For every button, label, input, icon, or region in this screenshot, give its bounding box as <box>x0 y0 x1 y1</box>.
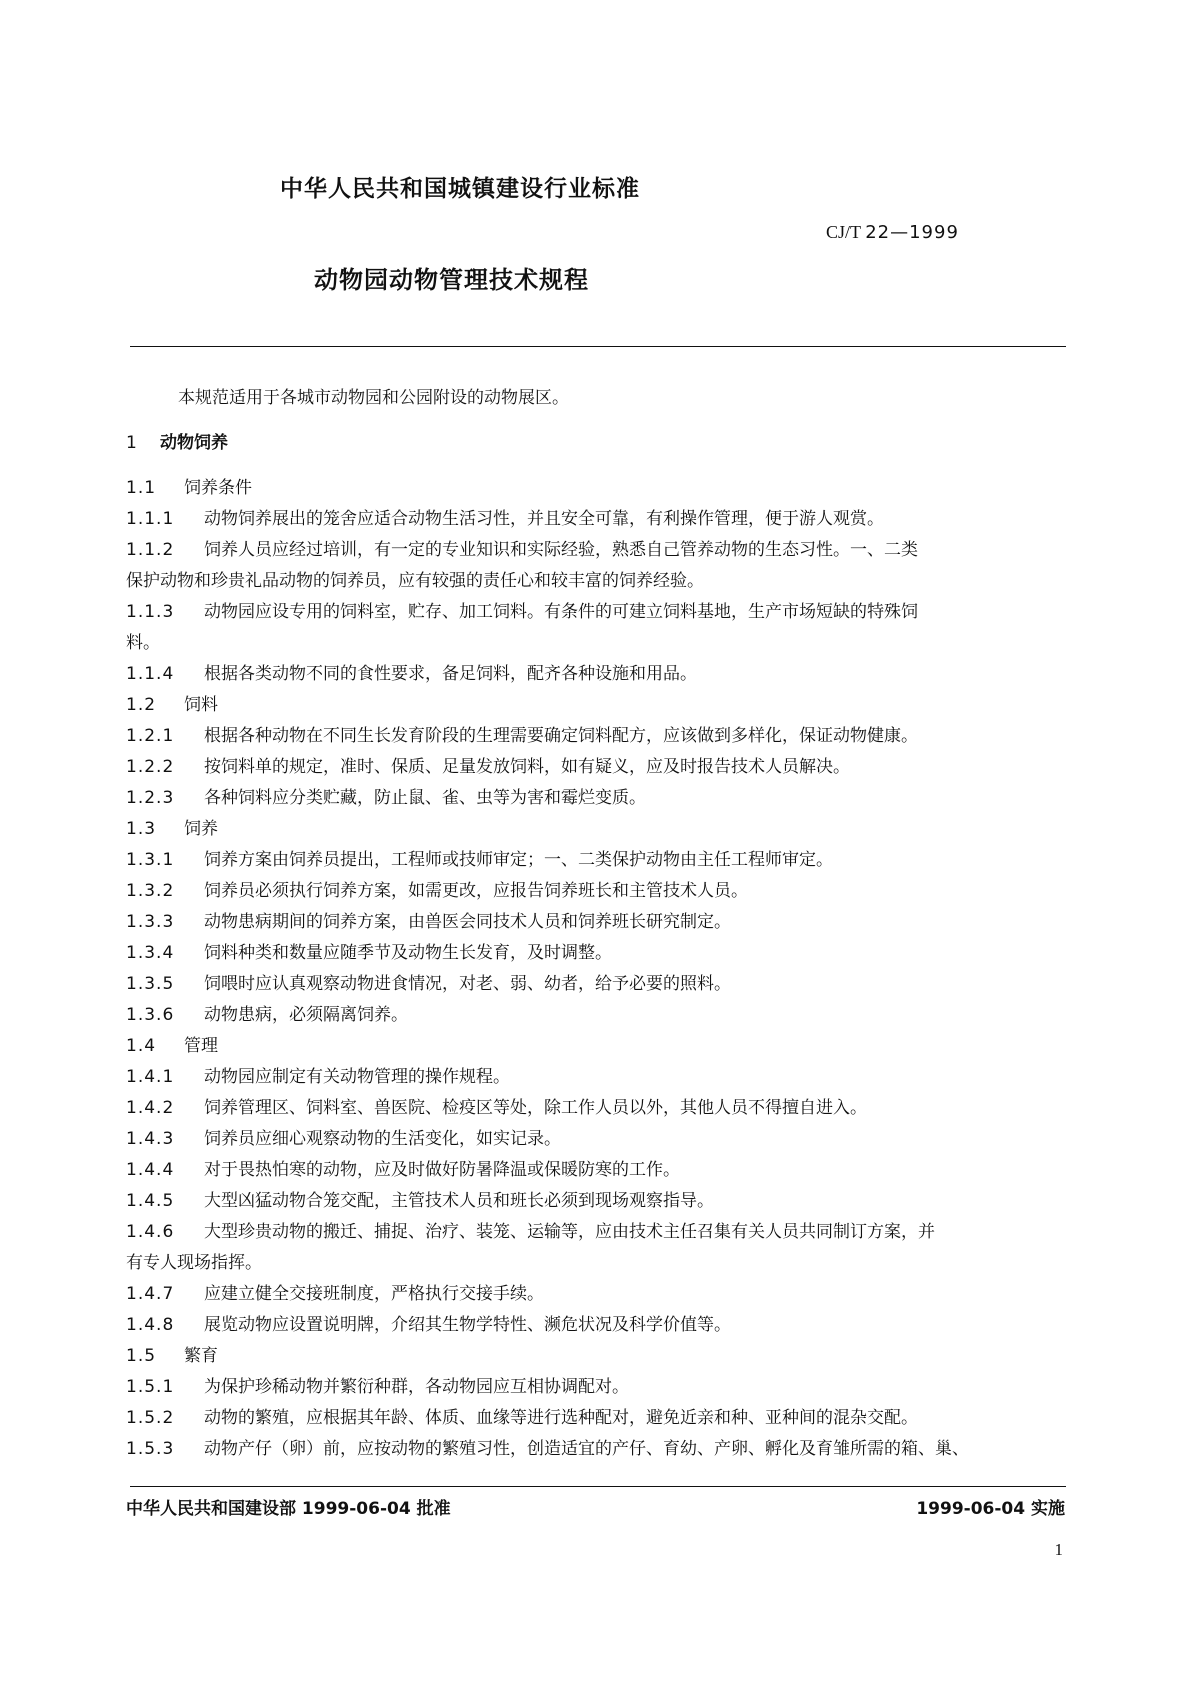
clause-text: 动物患病期间的饲养方案，由兽医会同技术人员和饲养班长研究制定。 <box>204 912 731 932</box>
clause-number: 1.3.6 <box>126 1005 175 1025</box>
clause-text: 饲养员必须执行饲养方案，如需更改，应报告饲养班长和主管技术人员。 <box>204 881 748 901</box>
clause-line <box>126 1124 1066 1155</box>
clause-text: 饲喂时应认真观察动物进食情况，对老、弱、幼者，给予必要的照料。 <box>204 974 731 994</box>
clause-text: 管理 <box>184 1036 218 1056</box>
clause-number: 1.4.6 <box>126 1222 175 1242</box>
clause-number: 1.4.5 <box>126 1191 175 1211</box>
clause-line <box>126 845 1066 876</box>
clause-number: 1.3.4 <box>126 943 175 963</box>
section-heading <box>126 1341 1066 1372</box>
clause-text: 饲料种类和数量应随季节及动物生长发育，及时调整。 <box>204 943 612 963</box>
clause-line <box>126 1062 1066 1093</box>
clause-line <box>126 1372 1066 1403</box>
section-heading <box>126 814 1066 845</box>
clause-number: 1.4.2 <box>126 1098 175 1118</box>
clause-line <box>126 659 1066 690</box>
clause-text: 饲料 <box>184 695 218 715</box>
clause-line <box>126 1279 1066 1310</box>
clause-line <box>126 1000 1066 1031</box>
document-body <box>126 428 1066 1465</box>
clause-continuation <box>126 1248 1066 1279</box>
clause-number: 1.4.7 <box>126 1284 175 1304</box>
standard-code-number: 22—1999 <box>865 222 959 243</box>
clause-number: 1.1.4 <box>126 664 175 684</box>
clause-text: 动物饲养展出的笼舍应适合动物生活习性，并且安全可靠，有利操作管理，便于游人观赏。 <box>204 509 884 529</box>
clause-text: 应建立健全交接班制度，严格执行交接手续。 <box>204 1284 544 1304</box>
clause-number: 1.5 <box>126 1346 157 1366</box>
standard-code-prefix: CJ/T <box>826 222 861 242</box>
approval-date: 中华人民共和国建设部 1999-06-04 批准 <box>126 1499 451 1519</box>
clause-number: 1.4 <box>126 1036 157 1056</box>
clause-line <box>126 876 1066 907</box>
clause-number: 1.2 <box>126 695 157 715</box>
clause-line <box>126 1403 1066 1434</box>
clause-line <box>126 907 1066 938</box>
clause-text: 饲养人员应经过培训，有一定的专业知识和实际经验，熟悉自己管养动物的生态习性。一、二类 <box>204 540 918 560</box>
clause-text: 根据各类动物不同的食性要求，备足饲料，配齐各种设施和用品。 <box>204 664 697 684</box>
clause-line <box>126 1093 1066 1124</box>
clause-number: 1.2.2 <box>126 757 175 777</box>
clause-continuation <box>126 628 1066 659</box>
clause-line <box>126 1217 1066 1248</box>
clause-text: 繁育 <box>184 1346 218 1366</box>
clause-number: 1.3.1 <box>126 850 175 870</box>
standard-code <box>826 222 959 243</box>
clause-text: 饲养 <box>184 819 218 839</box>
clause-number: 1.1.3 <box>126 602 175 622</box>
clause-text: 料。 <box>126 633 160 653</box>
scope-paragraph: 本规范适用于各城市动物园和公园附设的动物展区。 <box>178 388 569 408</box>
clause-continuation <box>126 566 1066 597</box>
clause-text: 饲养方案由饲养员提出，工程师或技师审定；一、二类保护动物由主任工程师审定。 <box>204 850 833 870</box>
clause-number: 1.5.2 <box>126 1408 175 1428</box>
clause-number: 1.1.1 <box>126 509 175 529</box>
clause-line <box>126 1434 1066 1465</box>
clause-line <box>126 752 1066 783</box>
section-heading <box>126 473 1066 504</box>
clause-number: 1.3 <box>126 819 157 839</box>
clause-line <box>126 504 1066 535</box>
clause-text: 动物患病，必须隔离饲养。 <box>204 1005 408 1025</box>
clause-text: 展览动物应设置说明牌，介绍其生物学特性、濒危状况及科学价值等。 <box>204 1315 731 1335</box>
clause-number: 1.4.4 <box>126 1160 175 1180</box>
clause-number: 1.2.3 <box>126 788 175 808</box>
clause-text: 按饲料单的规定，准时、保质、足量发放饲料，如有疑义，应及时报告技术人员解决。 <box>204 757 850 777</box>
clause-text: 动物园应制定有关动物管理的操作规程。 <box>204 1067 510 1087</box>
clause-line <box>126 969 1066 1000</box>
clause-text: 饲养员应细心观察动物的生活变化，如实记录。 <box>204 1129 561 1149</box>
issuing-body-title: 中华人民共和国城镇建设行业标准 <box>280 176 640 202</box>
clause-number: 1.2.1 <box>126 726 175 746</box>
section-heading <box>126 1031 1066 1062</box>
clause-text: 饲养条件 <box>184 478 252 498</box>
header-rule <box>130 346 1066 347</box>
clause-text: 大型凶猛动物合笼交配，主管技术人员和班长必须到现场观察指导。 <box>204 1191 714 1211</box>
clause-line <box>126 783 1066 814</box>
clause-text: 大型珍贵动物的搬迁、捕捉、治疗、装笼、运输等，应由技术主任召集有关人员共同制订方案，并 <box>204 1222 935 1242</box>
clause-number: 1.4.1 <box>126 1067 175 1087</box>
clause-number: 1.1 <box>126 478 157 498</box>
clause-line <box>126 1186 1066 1217</box>
clause-text: 动物饲养 <box>160 433 228 453</box>
clause-text: 根据各种动物在不同生长发育阶段的生理需要确定饲料配方，应该做到多样化，保证动物健康。 <box>204 726 918 746</box>
clause-number: 1.5.3 <box>126 1439 175 1459</box>
clause-text: 保护动物和珍贵礼品动物的饲养员，应有较强的责任心和较丰富的饲养经验。 <box>126 571 704 591</box>
clause-text: 饲养管理区、饲料室、兽医院、检疫区等处，除工作人员以外，其他人员不得擅自进入。 <box>204 1098 867 1118</box>
clause-line <box>126 1155 1066 1186</box>
clause-text: 动物的繁殖，应根据其年龄、体质、血缘等进行选种配对，避免近亲和种、亚种间的混杂交配。 <box>204 1408 918 1428</box>
clause-number: 1.5.1 <box>126 1377 175 1397</box>
clause-text: 动物产仔（卵）前，应按动物的繁殖习性，创造适宜的产仔、育幼、产卵、孵化及育雏所需的箱、巢、 <box>204 1439 969 1459</box>
chapter-heading <box>126 428 1066 459</box>
clause-text: 为保护珍稀动物并繁衍种群，各动物园应互相协调配对。 <box>204 1377 629 1397</box>
clause-text: 各种饲料应分类贮藏，防止鼠、雀、虫等为害和霉烂变质。 <box>204 788 646 808</box>
page-number: 1 <box>1054 1540 1063 1559</box>
clause-line <box>126 535 1066 566</box>
clause-line <box>126 597 1066 628</box>
clause-text: 动物园应设专用的饲料室，贮存、加工饲料。有条件的可建立饲料基地，生产市场短缺的特殊饲 <box>204 602 918 622</box>
effective-date: 1999-06-04 实施 <box>916 1499 1065 1519</box>
clause-number: 1.3.2 <box>126 881 175 901</box>
clause-number: 1.4.3 <box>126 1129 175 1149</box>
clause-number: 1.3.3 <box>126 912 175 932</box>
clause-text: 有专人现场指挥。 <box>126 1253 262 1273</box>
clause-line <box>126 938 1066 969</box>
clause-text: 对于畏热怕寒的动物，应及时做好防暑降温或保暖防寒的工作。 <box>204 1160 680 1180</box>
document-title: 动物园动物管理技术规程 <box>314 266 589 294</box>
footer-rule <box>130 1486 1066 1487</box>
clause-line <box>126 1310 1066 1341</box>
clause-number: 1.1.2 <box>126 540 175 560</box>
clause-number: 1.4.8 <box>126 1315 175 1335</box>
section-heading <box>126 690 1066 721</box>
clause-number: 1.3.5 <box>126 974 175 994</box>
clause-line <box>126 721 1066 752</box>
clause-number: 1 <box>126 433 138 453</box>
